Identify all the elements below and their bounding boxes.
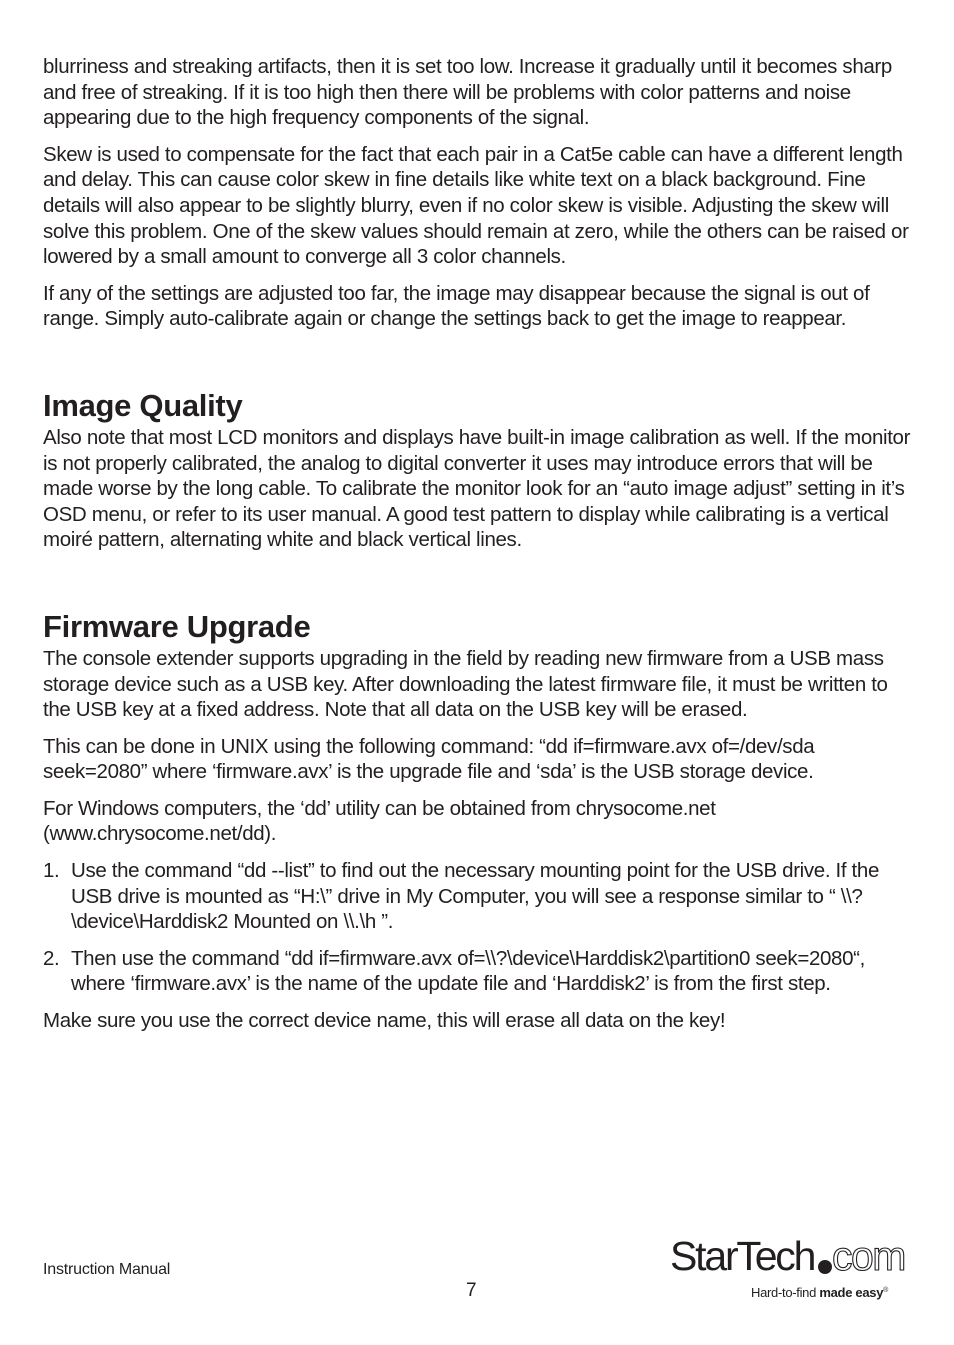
logo-tagline <box>751 1285 889 1300</box>
tagline-bold: made easy <box>819 1285 884 1300</box>
startech-logo <box>668 1232 913 1302</box>
step-text: Use the command “dd --list” to find out the necessary mounting point for the USB drive. If the USB drive is mounted as “H:\” drive in My Computer, you will see a response similar to “ \\?\device\Harddisk2 Mounted on \\.\h ”. <box>71 859 880 934</box>
image-quality-heading: Image Quality <box>43 387 243 423</box>
footer-label: Instruction Manual <box>43 1261 171 1278</box>
logo-com: com <box>832 1233 905 1279</box>
firmware-paragraph-3: For Windows computers, the ‘dd’ utility can be obtained from chrysocome.net (www.chrysocome.net/dd). <box>43 796 716 846</box>
firmware-paragraph-2: This can be done in UNIX using the following command: “dd if=firmware.avx of=/dev/sda seek=2080” where ‘firmware.avx’ is the upgrade file and ‘sda’ is the USB storage device. <box>43 734 815 784</box>
page-number: 7 <box>466 1280 477 1301</box>
intro-paragraph-1: blurriness and streaking artifacts, then it is set too low. Increase it gradually until it becomes sharp and free of streaking. If it is too high then there will be problems with color patterns and noise appearing due to the high frequency components of the signal. <box>43 55 892 130</box>
intro-paragraph-3: If any of the settings are adjusted too far, the image may disappear because the signal is out of range. Simply auto-calibrate again or change the settings back to get the image to reappear. <box>43 281 870 331</box>
list-item <box>43 858 913 935</box>
firmware-paragraph-4: Make sure you use the correct device name, this will erase all data on the key! <box>43 1009 726 1033</box>
intro-paragraph-2: Skew is used to compensate for the fact that each pair in a Cat5e cable can have a different length and delay. This can cause color skew in fine details like white text on a black background. Fine details will also appear to be slightly blurry, even if no color skew is visible. Adjusting the skew will solve this problem. One of the skew values should remain at zero, while the others can be raised or lowered by a small amount to converge all 3 color channels. <box>43 142 909 269</box>
tagline-plain: Hard-to-find <box>751 1285 820 1300</box>
step-number: 2. <box>43 946 60 970</box>
firmware-steps-list <box>43 858 913 997</box>
step-number: 1. <box>43 859 60 883</box>
tagline-mark: ® <box>883 1287 889 1294</box>
image-quality-paragraph: Also note that most LCD monitors and displays have built-in image calibration as well. If the monitor is not properly calibrated, the analog to digital converter it uses may introduce errors that will be made worse by the long cable. To calibrate the monitor look for an “auto image adjust” setting in it’s OSD menu, or refer to its user manual. A good test pattern to display while calibrating is a vertical moiré pattern, alternating white and black vertical lines. <box>43 425 911 552</box>
list-item <box>43 946 913 997</box>
logo-wordmark: StarTech <box>670 1233 815 1279</box>
page-content <box>43 54 913 1045</box>
step-text: Then use the command “dd if=firmware.avx of=\\?\device\Harddisk2\partition0 seek=2080“, where ‘firmware.avx’ is the name of the update file and ‘Harddisk2’ is from the first step. <box>71 946 865 996</box>
firmware-upgrade-heading: Firmware Upgrade <box>43 608 311 644</box>
logo-dot <box>818 1260 832 1274</box>
firmware-paragraph-1: The console extender supports upgrading in the field by reading new firmware from a USB mass storage device such as a USB key. After downloading the latest firmware file, it must be written to the USB key at a fixed address. Note that all data on the USB key will be erased. <box>43 646 888 722</box>
